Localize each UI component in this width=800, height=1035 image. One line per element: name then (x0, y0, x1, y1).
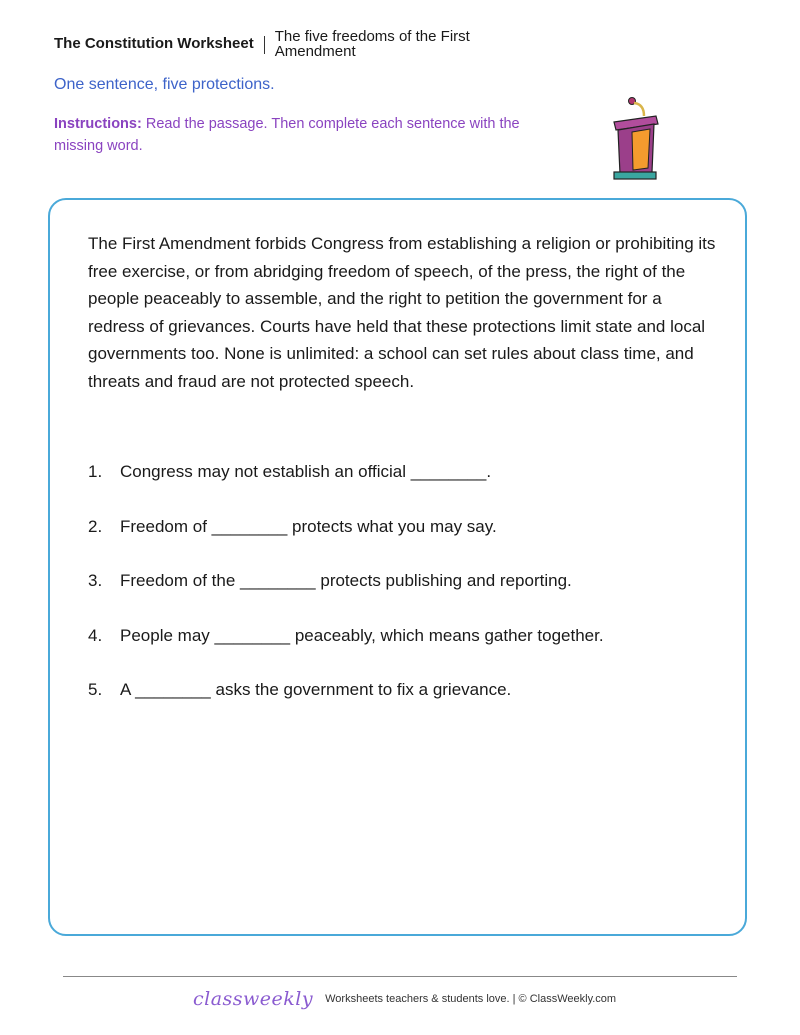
question-number: 3. (88, 571, 103, 590)
question-text: Freedom of ________ protects what you may say. (120, 516, 497, 536)
question-text: Congress may not establish an official ________. (120, 462, 492, 481)
worksheet-subtitle: The five freedoms of the First Amendment (274, 28, 470, 60)
question-number: 2. (88, 516, 103, 536)
instructions-label: Instructions: (54, 116, 142, 132)
question-number: 1. (88, 462, 103, 481)
question-item (88, 462, 604, 517)
passage-text: The First Amendment forbids Congress from establishing a religion or prohibiting its free exercise, or from abridging freedom of speech, of the press, the right of the people peaceably to assemble, and the right to petition the government for a redress of grievances. Courts have held that these protections limit state and local governments too. None is unlimited: a school can set rules about class time, and threats and fraud are not protected speech. (88, 234, 716, 391)
instructions-text: Read the passage. Then complete each sentence with the missing word. (54, 116, 520, 154)
instructions (54, 113, 564, 157)
worksheet-header (54, 27, 515, 61)
question-item (88, 680, 604, 735)
question-item (88, 517, 604, 572)
footer (193, 988, 616, 1010)
footer-divider (63, 976, 737, 977)
question-item (88, 571, 604, 626)
podium-icon (604, 94, 664, 184)
question-text: Freedom of the ________ protects publishing and reporting. (120, 571, 572, 590)
question-text: People may ________ peaceably, which means gather together. (120, 625, 604, 645)
question-item (88, 626, 604, 681)
question-number: 4. (88, 625, 103, 645)
question-text: A ________ asks the government to fix a grievance. (120, 680, 512, 699)
tagline: One sentence, five protections. (54, 76, 275, 93)
worksheet-title: The Constitution Worksheet (54, 35, 254, 52)
question-number: 5. (88, 680, 103, 699)
header-separator (264, 36, 265, 54)
passage-card (48, 198, 747, 936)
question-list (88, 462, 604, 735)
footer-text: Worksheets teachers & students love. | © ClassWeekly.com (325, 993, 617, 1005)
brand-logo: classweekly (193, 988, 314, 1010)
